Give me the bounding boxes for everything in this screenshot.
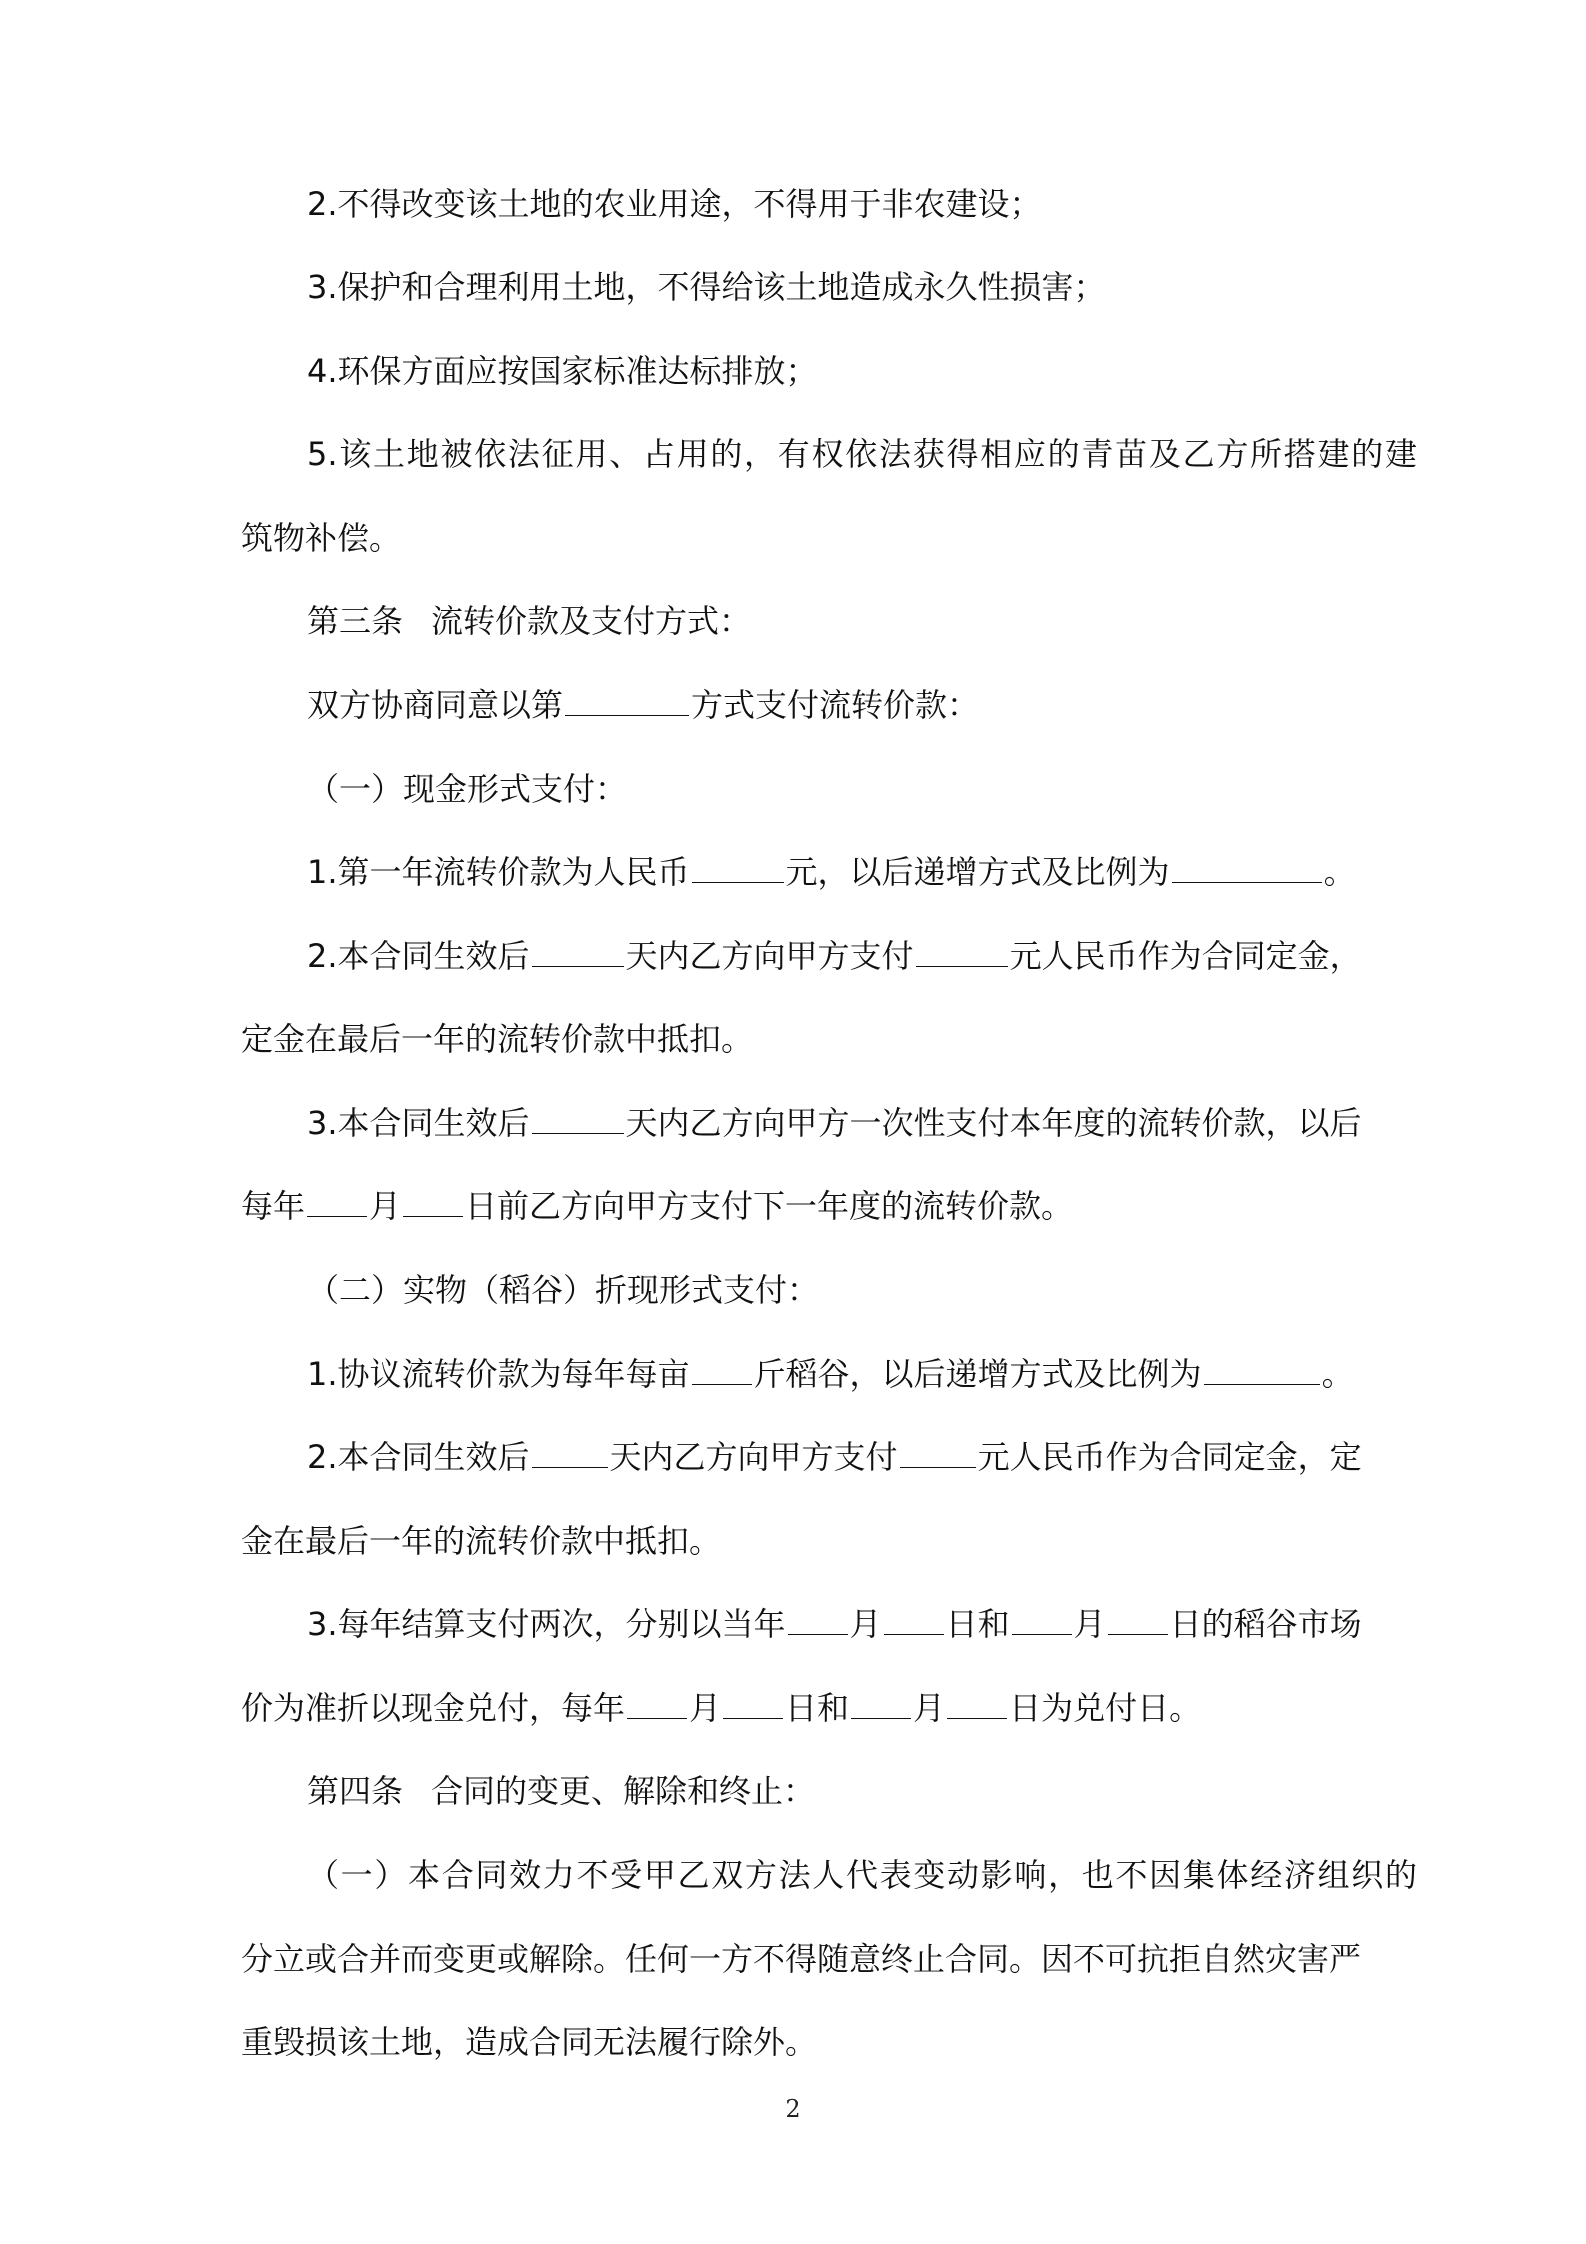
clause-text: 日的稻谷市场 — [1169, 1605, 1362, 1643]
clause-line — [241, 267, 1417, 307]
clause-text: 4.环保方面应按国家标准达标排放； — [307, 352, 818, 390]
clause-line — [241, 1186, 1351, 1226]
clause-text: 价为准折以现金兑付，每年 — [241, 1689, 626, 1727]
article-heading — [241, 1771, 1417, 1811]
fill-in-blank[interactable] — [788, 1633, 848, 1635]
clause-text: 每年 — [241, 1187, 306, 1225]
clause-text: 双方协商同意以第 — [307, 686, 564, 724]
clause-line — [241, 1688, 1351, 1728]
clause-text: 筑物补偿。 — [241, 519, 402, 557]
clause-text: 斤稻谷，以后递增方式及比例为 — [753, 1355, 1202, 1393]
clause-text: 。 — [1321, 1355, 1354, 1393]
fill-in-blank[interactable] — [532, 965, 624, 967]
clause-text: 2.不得改变该土地的农业用途，不得用于非农建设； — [307, 185, 1042, 223]
clause-text: 1.第一年流转价款为人民币 — [307, 853, 690, 891]
clause-text: 日前乙方向甲方支付下一年度的流转价款。 — [465, 1187, 1074, 1225]
fill-in-blank[interactable] — [307, 1215, 367, 1217]
article-number: 第四条 — [307, 1772, 404, 1810]
clause-text: 2.本合同生效后 — [307, 1438, 530, 1476]
clause-line — [241, 184, 1417, 224]
clause-line — [241, 1604, 1417, 1644]
article-heading — [241, 601, 1417, 641]
clause-text: 月 — [849, 1605, 882, 1643]
clause-text: 5.该土地被依法征用、占用的，有权依法获得相应的青苗及乙方所搭建的建 — [307, 435, 1417, 473]
fill-in-blank[interactable] — [692, 881, 784, 883]
section-heading — [241, 769, 1417, 809]
clause-text: 天内乙方向甲方一次性支付本年度的流转价款，以后 — [625, 1104, 1362, 1142]
clause-line — [241, 1103, 1417, 1143]
fill-in-blank[interactable] — [916, 965, 1008, 967]
article-number: 第三条 — [307, 602, 404, 640]
clause-text: 元，以后递增方式及比例为 — [785, 853, 1170, 891]
page-number: 2 — [785, 2095, 801, 2123]
clause-text: （一）本合同效力不受甲乙双方法人代表变动影响，也不因集体经济组织的 — [307, 1856, 1417, 1894]
section-heading — [241, 1270, 1417, 1310]
clause-text: 月 — [369, 1187, 402, 1225]
fill-in-blank[interactable] — [851, 1717, 911, 1719]
clause-text: 分立或合并而变更或解除。任何一方不得随意终止合同。因不可抗拒自然灾害严 — [241, 1940, 1362, 1978]
clause-line — [241, 685, 1417, 725]
clause-text: 天内乙方向甲方支付 — [609, 1438, 898, 1476]
clause-line — [241, 1521, 1351, 1561]
fill-in-blank[interactable] — [947, 1717, 1007, 1719]
fill-in-blank[interactable] — [723, 1717, 783, 1719]
clause-text: 重毁损该土地，造成合同无法履行除外。 — [241, 2023, 818, 2061]
clause-text: 月 — [689, 1689, 722, 1727]
clause-line — [241, 1019, 1351, 1059]
fill-in-blank[interactable] — [692, 1383, 752, 1385]
clause-text: 1.协议流转价款为每年每亩 — [307, 1355, 690, 1393]
clause-text: 方式支付流转价款： — [691, 686, 980, 724]
clause-text: 2.本合同生效后 — [307, 937, 530, 975]
fill-in-blank[interactable] — [1108, 1633, 1168, 1635]
clause-text: 元人民币作为合同定金， — [1009, 937, 1362, 975]
clause-line — [241, 1437, 1417, 1477]
clause-text: 。 — [1323, 853, 1356, 891]
clause-text: 3.保护和合理利用土地，不得给该土地造成永久性损害； — [307, 268, 1106, 306]
clause-text: 月 — [913, 1689, 946, 1727]
article-title: 流转价款及支付方式： — [431, 602, 752, 640]
fill-in-blank[interactable] — [1172, 881, 1322, 883]
clause-text: 定金在最后一年的流转价款中抵扣。 — [241, 1020, 754, 1058]
clause-text: 日和 — [785, 1689, 850, 1727]
fill-in-blank[interactable] — [900, 1466, 976, 1468]
clause-text: 3.每年结算支付两次，分别以当年 — [307, 1605, 786, 1643]
clause-line — [241, 351, 1417, 391]
clause-text: 月 — [1073, 1605, 1106, 1643]
clause-text: 3.本合同生效后 — [307, 1104, 530, 1142]
clause-text: 金在最后一年的流转价款中抵扣。 — [241, 1522, 722, 1560]
clause-line — [241, 2022, 1351, 2062]
fill-in-blank[interactable] — [532, 1132, 624, 1134]
clause-line — [241, 936, 1417, 976]
fill-in-blank[interactable] — [532, 1466, 608, 1468]
clause-line — [241, 1354, 1417, 1394]
fill-in-blank[interactable] — [1012, 1633, 1072, 1635]
clause-line — [241, 1855, 1417, 1895]
article-title: 合同的变更、解除和终止： — [431, 1772, 816, 1810]
clause-line — [241, 1939, 1362, 1979]
clause-line — [241, 434, 1417, 474]
fill-in-blank[interactable] — [565, 714, 689, 716]
fill-in-blank[interactable] — [627, 1717, 687, 1719]
section-title: （一）现金形式支付： — [307, 770, 628, 808]
clause-text: 天内乙方向甲方支付 — [625, 937, 914, 975]
clause-line — [241, 518, 1351, 558]
section-title: （二）实物（稻谷）折现形式支付： — [307, 1271, 820, 1309]
fill-in-blank[interactable] — [884, 1633, 944, 1635]
fill-in-blank[interactable] — [1204, 1383, 1320, 1385]
fill-in-blank[interactable] — [403, 1215, 463, 1217]
clause-text: 元人民币作为合同定金，定 — [977, 1438, 1362, 1476]
clause-text: 日和 — [945, 1605, 1010, 1643]
clause-text: 日为兑付日。 — [1009, 1689, 1202, 1727]
clause-line — [241, 852, 1417, 892]
